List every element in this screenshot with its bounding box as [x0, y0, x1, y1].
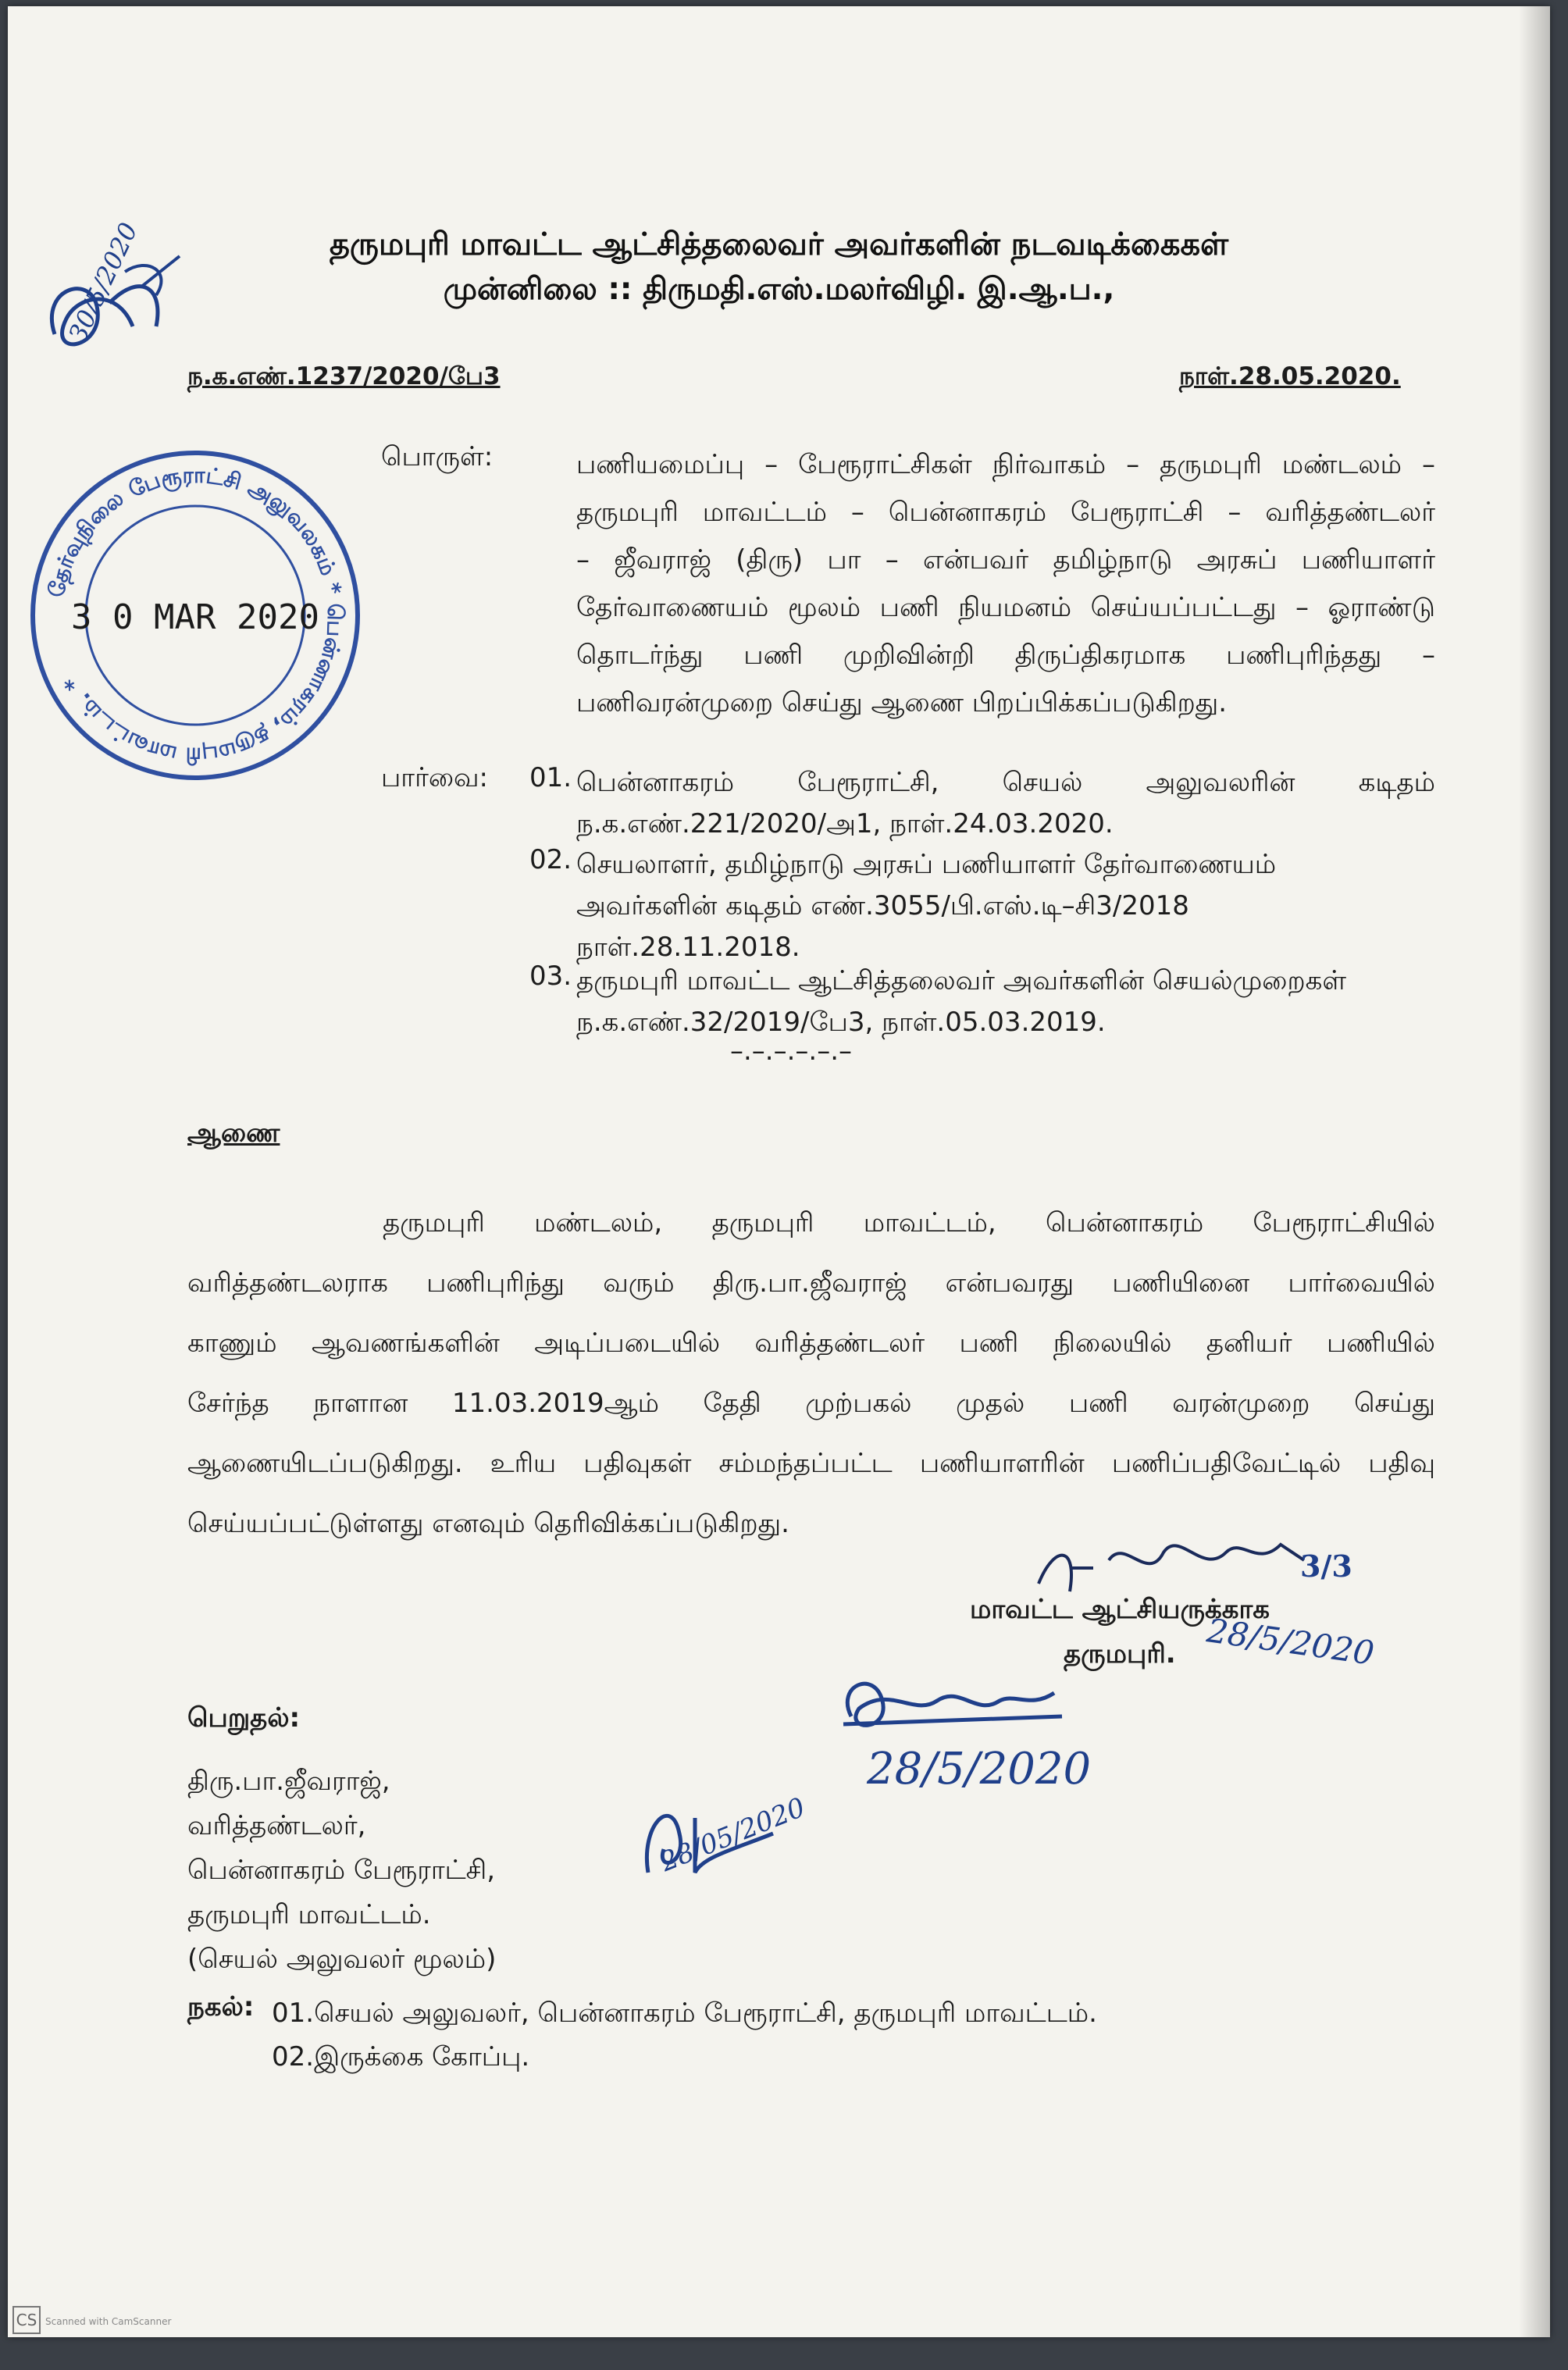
scanner-badge: CS — [12, 2306, 41, 2334]
order-line: காணும் ஆவணங்களின் அடிப்படையில் வரித்தண்டலர் பணி நிலையில் தனியர் பணியில் — [187, 1328, 1435, 1359]
header-line-1: தருமபுரி மாவட்ட ஆட்சித்தலைவர் அவர்களின் நடவடிக்கைகள் — [329, 226, 1229, 262]
copy-line: 01.செயல் அலுவலர், பென்னாகரம் பேரூராட்சி, தருமபுரி மாவட்டம். — [272, 1998, 1097, 2029]
signature-designation: மாவட்ட ஆட்சியருக்காக — [970, 1594, 1270, 1625]
copy-block — [272, 1991, 1097, 2079]
subject-line: தருமபுரி மாவட்டம் – பென்னாகரம் பேரூராட்சி – வரித்தண்டலர் — [576, 497, 1435, 528]
reference-item-02 — [576, 844, 1435, 968]
reference-line: நாள்.28.11.2018. — [576, 932, 800, 963]
signature-handwritten-date: 28/5/2020 — [1204, 1611, 1377, 1673]
reference-divider: –.–.–.–.–.– — [730, 1035, 853, 1067]
reference-line: தருமபுரி மாவட்ட ஆட்சித்தலைவர் அவர்களின் செயல்முறைகள் — [576, 965, 1347, 996]
reference-item-03 — [576, 960, 1435, 1043]
subject-block — [576, 441, 1435, 727]
reference-number-02: 02. — [529, 844, 572, 875]
reference-label: பார்வை: — [381, 762, 488, 793]
subject-label: பொருள்: — [381, 441, 494, 472]
reference-line: பென்னாகரம் பேரூராட்சி, செயல் அலுவலரின் கடிதம் — [576, 767, 1435, 798]
copy-label: நகல்: — [187, 1991, 255, 2023]
handwritten-date-top: 30/5/2020 — [62, 218, 144, 347]
subject-line: பணியமைப்பு – பேரூராட்சிகள் நிர்வாகம் – தருமபுரி மண்டலம் – — [576, 449, 1435, 480]
signature-place: தருமபுரி. — [1064, 1638, 1176, 1670]
handwritten-page-note: 3/3 — [1300, 1549, 1352, 1584]
order-line: செய்யப்பட்டுள்ளது எனவும் தெரிவிக்கப்படுகிறது. — [187, 1508, 789, 1539]
order-line: சேர்ந்த நாளான 11.03.2019ஆம் தேதி முற்பகல் முதல் பணி வரன்முறை செய்து — [187, 1388, 1435, 1419]
subject-line: தொடர்ந்து பணி முறிவின்றி திருப்திகரமாக பணிபுரிந்தது – — [576, 640, 1435, 671]
reference-number: ந.க.எண்.1237/2020/பே3 — [187, 362, 501, 390]
order-body — [187, 1193, 1435, 1554]
recipient-line: தருமபுரி மாவட்டம். — [187, 1899, 431, 1930]
recipient-line: திரு.பா.ஜீவராஜ், — [187, 1766, 390, 1797]
order-line: வரித்தண்டலராக பணிபுரிந்து வரும் திரு.பா.ஜீவராஜ் என்பவரது பணியினை பார்வையில் — [187, 1267, 1435, 1299]
reference-line: செயலாளர், தமிழ்நாடு அரசுப் பணியாளர் தேர்வாணையம் — [576, 849, 1277, 880]
reference-line: அவர்களின் கடிதம் எண்.3055/பி.எஸ்.டி–சி3/2018 — [576, 890, 1189, 921]
recipient-block — [187, 1759, 496, 1982]
subject-line: தேர்வாணையம் மூலம் பணி நியமனம் செய்யப்பட்டது – ஓராண்டு — [576, 592, 1435, 623]
handwritten-date-lower: 28/05/2020 — [656, 1791, 810, 1879]
reference-number-03: 03. — [529, 960, 572, 992]
recipient-line: (செயல் அலுவலர் மூலம்) — [187, 1944, 497, 1975]
reference-line: ந.க.எண்.221/2020/அ1, நாள்.24.03.2020. — [576, 808, 1114, 839]
recipient-line: வரித்தண்டலர், — [187, 1810, 366, 1841]
document-page — [8, 6, 1550, 2337]
subject-line: பணிவரன்முறை செய்து ஆணை பிறப்பிக்கப்படுகிறது. — [576, 687, 1227, 718]
reference-number-01: 01. — [529, 762, 572, 793]
handwritten-initials-mid — [828, 1670, 1093, 1748]
scanner-watermark: Scanned with CamScanner — [45, 2316, 172, 2327]
reference-line: ந.க.எண்.32/2019/பே3, நாள்.05.03.2019. — [576, 1007, 1106, 1038]
recipient-heading: பெறுதல்: — [187, 1702, 301, 1734]
header-line-2: முன்னிலை :: திருமதி.எஸ்.மலர்விழி. இ.ஆ.ப., — [443, 272, 1115, 307]
office-seal — [27, 447, 363, 783]
seal-ring-text: தேர்வுநிலை பேரூராட்சி அலுவலகம் * பென்னாகரம், தருமபுரி மாவட்டம். * — [43, 462, 349, 769]
order-line: தருமபுரி மண்டலம், தருமபுரி மாவட்டம், பென்னாகரம் பேரூராட்சியில் — [383, 1207, 1435, 1238]
seal-date: 3 0 MAR 2020 — [71, 597, 319, 637]
order-heading: ஆணை — [187, 1117, 280, 1149]
handwritten-date-mid: 28/5/2020 — [867, 1744, 1092, 1794]
order-line: ஆணையிடப்படுகிறது. உரிய பதிவுகள் சம்மந்தப்பட்ட பணியாளரின் பணிப்பதிவேட்டில் பதிவு — [187, 1448, 1435, 1479]
copy-line: 02.இருக்கை கோப்பு. — [272, 2041, 530, 2072]
reference-item-01 — [576, 762, 1435, 845]
subject-line: – ஜீவராஜ் (திரு) பா – என்பவர் தமிழ்நாடு அரசுப் பணியாளர் — [576, 544, 1435, 576]
recipient-line: பென்னாகரம் பேரூராட்சி, — [187, 1855, 496, 1886]
reference-date: நாள்.28.05.2020. — [1179, 362, 1401, 390]
